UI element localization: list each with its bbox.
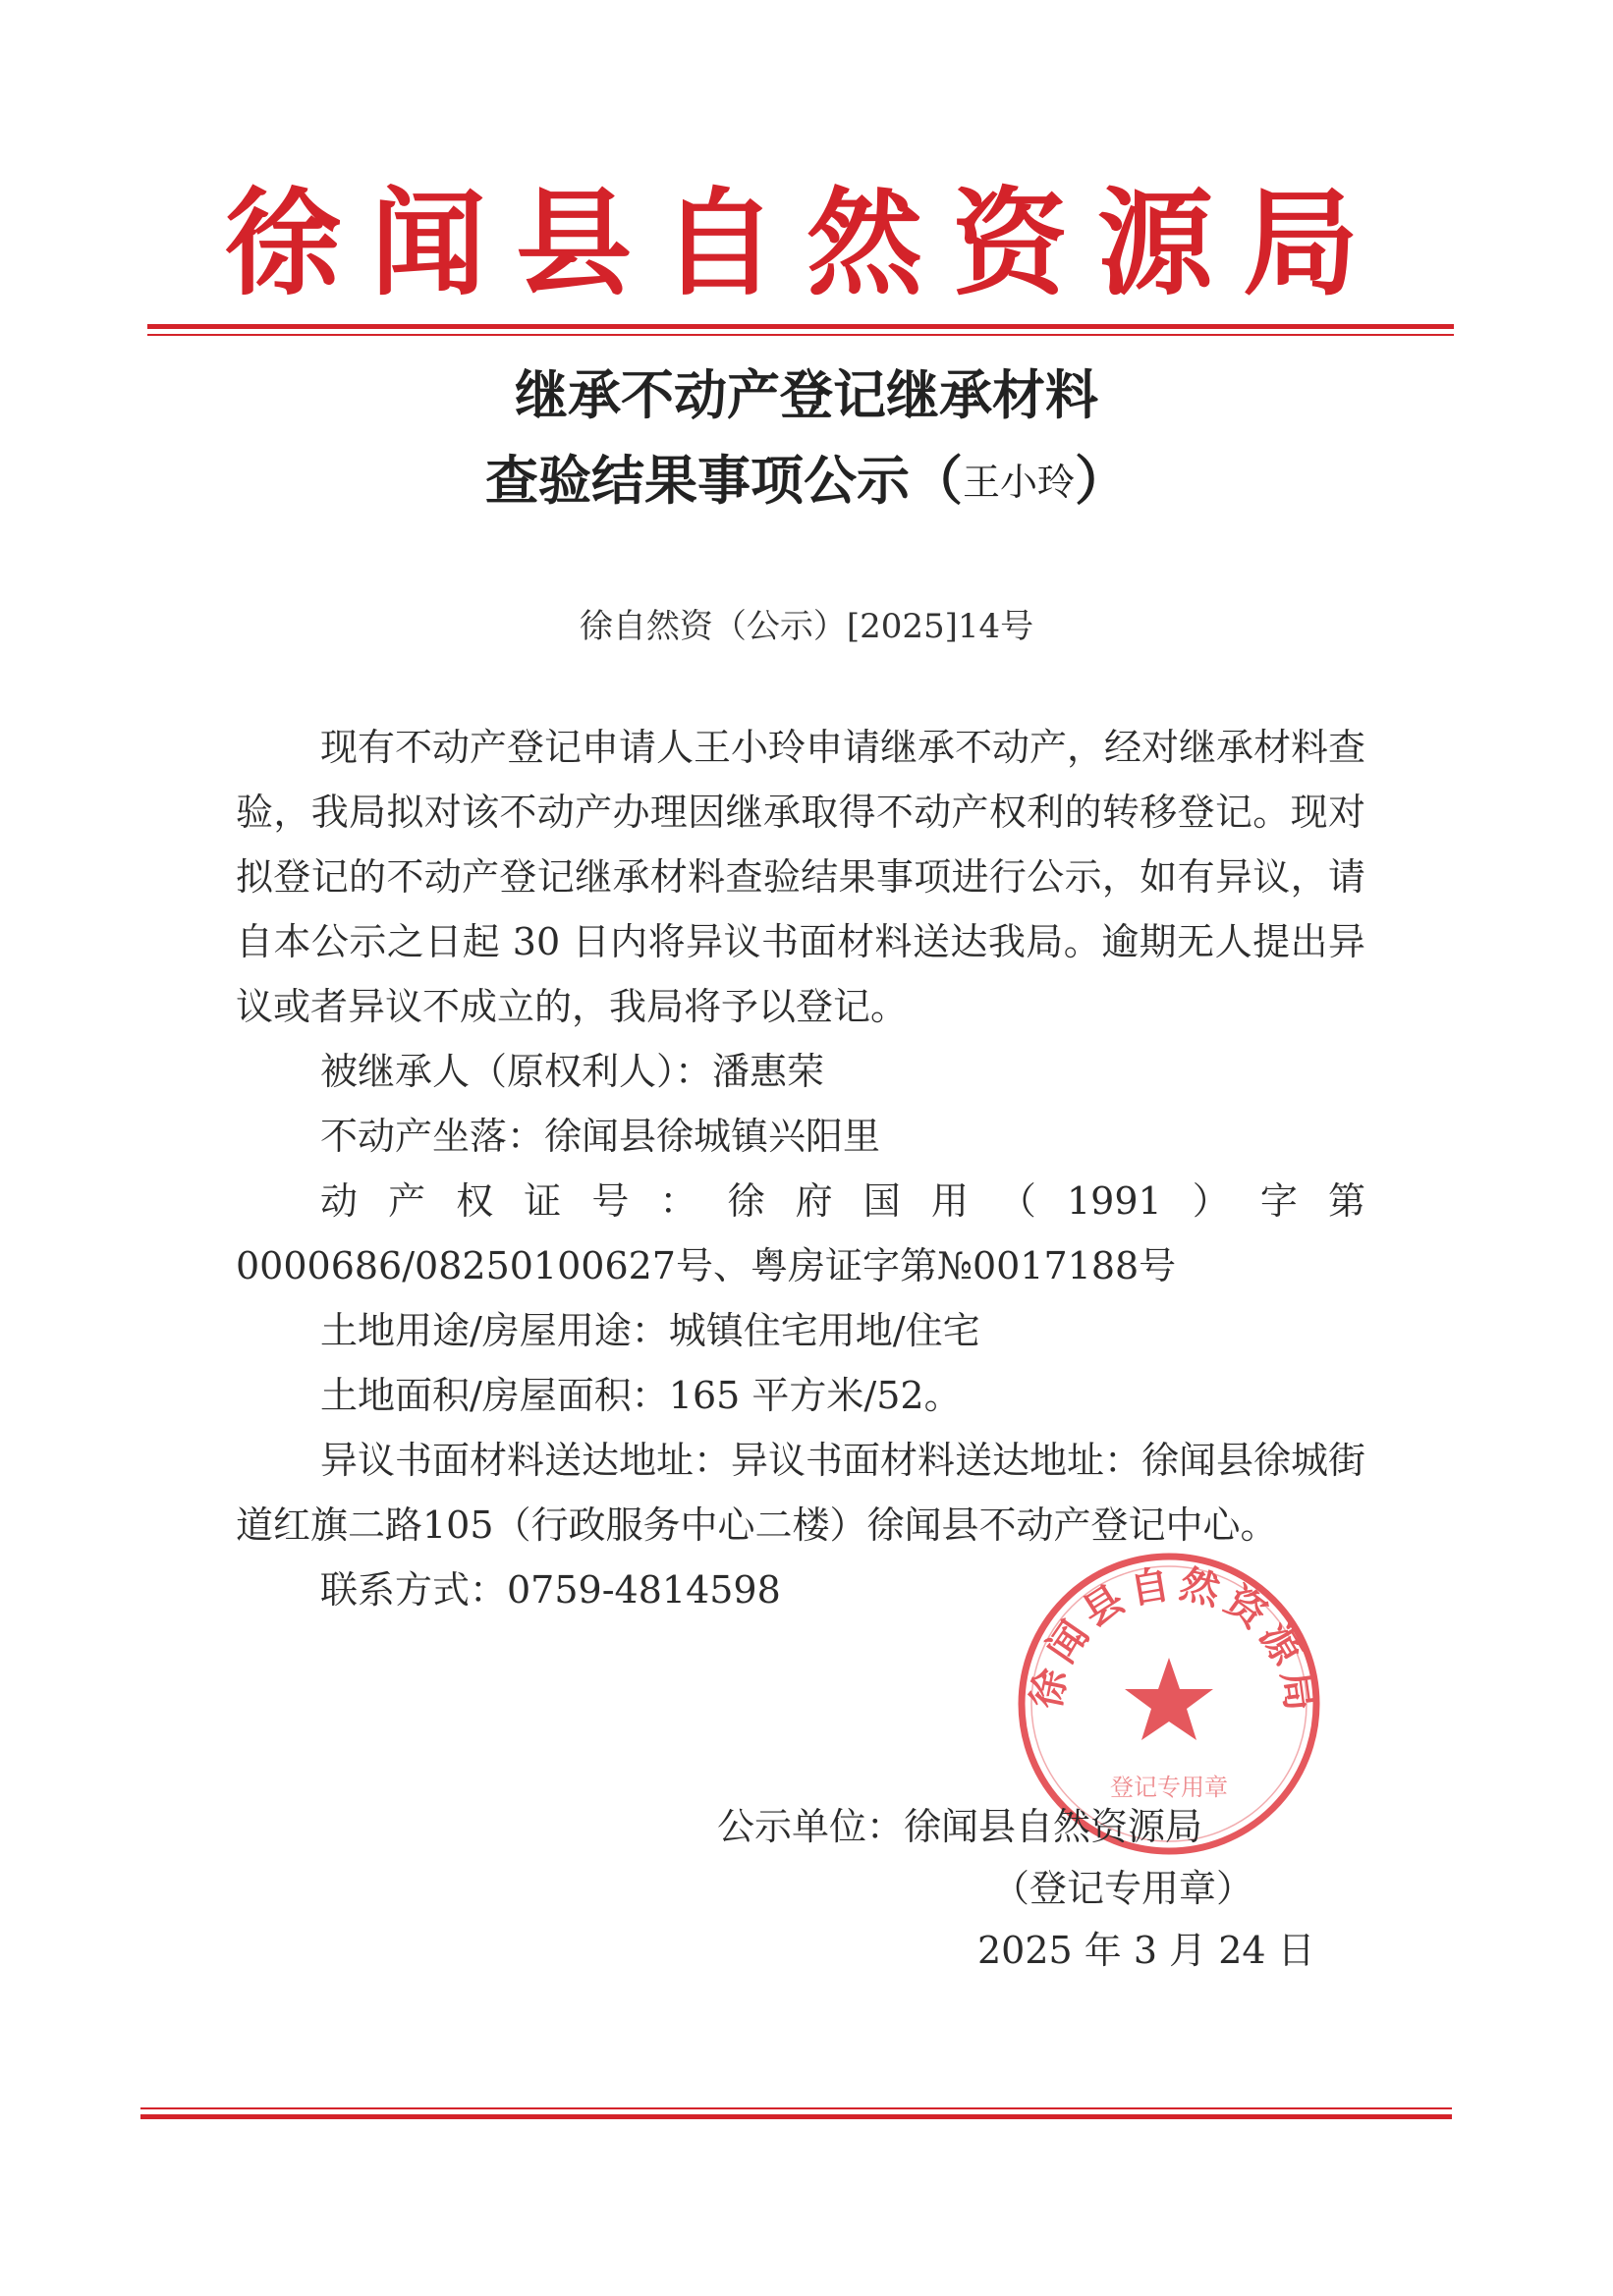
- document-number: 徐自然资（公示）[2025]14号: [579, 607, 1034, 646]
- notice-title-line2: [0, 447, 1613, 517]
- intro-paragraph: 现有不动产登记申请人王小玲申请继承不动产，经对继承材料查验，我局拟对该不动产办理因继承取得不动产权利的转移登记。现对拟登记的不动产登记继承材料查验结果事项进行公示，如有异议，请自本公示之日起 30 日内将异议书面材料送达我局。逾期无人提出异议或者异议不成立的，我局将予以登记。: [236, 726, 1366, 1028]
- seal-sub-lettering: 登记专用章: [1110, 1774, 1228, 1801]
- contact-line: 联系方式：0759-4814598: [320, 1568, 781, 1612]
- issue-date: 2025 年 3 月 24 日: [977, 1929, 1315, 1972]
- issuing-unit: 公示单位：徐闻县自然资源局: [717, 1805, 1203, 1848]
- title-main: 查验结果事项公示（: [484, 450, 963, 512]
- seal-note: （登记专用章）: [992, 1867, 1254, 1910]
- area-line: 土地面积/房屋面积：165 平方米/52。: [320, 1374, 962, 1417]
- header-rule-thin: [147, 334, 1454, 336]
- seal-lettering: 徐闻县自然资源局: [1023, 1559, 1325, 1720]
- seal-star-icon: [1125, 1658, 1213, 1740]
- notice-title-line1: 继承不动产登记继承材料: [515, 364, 1098, 426]
- issuer-header: 徐闻县自然资源局: [224, 175, 1388, 311]
- header-rule-thick: [147, 324, 1454, 329]
- location-line: 不动产坐落：徐闻县徐城镇兴阳里: [320, 1115, 881, 1158]
- footer-rule-thin: [140, 2107, 1452, 2109]
- decedent-line: 被继承人（原权利人）：潘惠荣: [320, 1050, 825, 1093]
- notice-body: [236, 715, 1365, 1622]
- title-close-paren: ）: [1075, 450, 1128, 512]
- objection-address-paragraph: 异议书面材料送达地址：异议书面材料送达地址：徐闻县徐城街道红旗二路105（行政服务中心二楼）徐闻县不动产登记中心。: [236, 1439, 1366, 1547]
- usage-line: 土地用途/房屋用途：城镇住宅用地/住宅: [320, 1309, 980, 1352]
- title-applicant-name: 王小玲: [962, 461, 1075, 504]
- footer-rule-thick: [140, 2114, 1452, 2119]
- certificate-line: 动产权证号：徐府国用（1991）字第0000686/08250100627号、粤房证字第№0017188号: [236, 1179, 1365, 1287]
